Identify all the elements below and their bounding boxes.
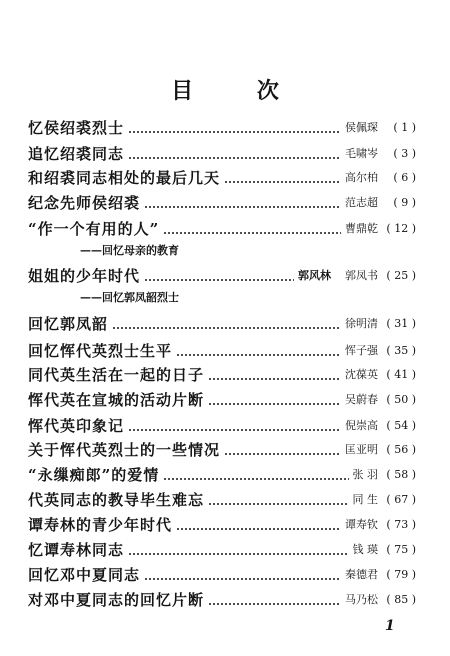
toc-entry-page-number: ( 75 ) [386,543,416,556]
toc-entry-page-number: ( 85 ) [386,593,416,606]
toc-entry-page-number: ( 73 ) [386,518,416,531]
toc-entry-title: “永缫痴郎”的爱情 [28,466,160,484]
toc-heading: 目 次 [171,78,307,104]
toc-entry-page-number: ( 35 ) [386,344,416,357]
toc-entry-page-number: ( 12 ) [386,222,416,235]
toc-entry-subtitle: ——回忆郭凤韶烈士 [80,291,179,304]
dot-leader [176,528,341,530]
dot-leader [128,429,341,431]
toc-entry-page-number: ( 54 ) [386,419,416,432]
toc-entry-title: 同代英生活在一起的日子 [28,366,205,384]
toc-entry [28,390,416,410]
toc-entry-page-number: ( 6 ) [393,171,416,184]
toc-entry-page-number: ( 31 ) [386,317,416,330]
toc-entry-title: 追忆绍裘同志 [28,145,125,163]
toc-entry-author: 高尔柏 [345,171,378,184]
toc-entry-title: 纪念先师侯绍裘 [28,194,141,212]
toc-entry-page-number: ( 9 ) [393,196,416,209]
dot-leader [128,553,348,555]
toc-entry-title: 对邓中夏同志的回忆片断 [28,591,205,609]
toc-entry-page-number: ( 25 ) [386,269,416,282]
dot-leader [208,603,341,605]
toc-entry-title: 代英同志的教导毕生难忘 [28,491,205,509]
toc-entry [28,515,416,535]
toc-entry-author: 侯佩琛 [345,121,378,134]
toc-entry-author: 徐明清 [345,317,378,330]
toc-entry-author: 范志超 [345,196,378,209]
dot-leader [128,157,341,159]
toc-entry-author: 谭寿钦 [345,518,378,531]
toc-entry-page-number: ( 1 ) [393,121,416,134]
toc-entry-title: “作一个有用的人” [28,220,160,238]
toc-entry-page-number: ( 79 ) [386,568,416,581]
toc-entry-author: 沈葆英 [345,368,378,381]
toc-entry-title: 忆侯绍裘烈士 [28,119,125,137]
toc-entry [28,440,416,460]
toc-entry [28,465,416,485]
toc-entry-title: 恽代英在宣城的活动片断 [28,391,205,409]
dot-leader [112,327,341,329]
toc-entry [28,118,416,138]
toc-entry-co-author: 郭风林 [298,269,331,282]
toc-entry [28,365,416,385]
toc-entry-title: 姐姐的少年时代 [28,267,141,285]
toc-entry-title: 恽代英印象记 [28,417,125,435]
dot-leader [224,453,341,455]
toc-entry [28,193,416,213]
dot-leader [208,378,341,380]
toc-entry-title: 谭寿林的青少年时代 [28,516,173,534]
toc-entry [28,314,416,334]
dot-leader [144,279,294,281]
toc-entry-page-number: ( 67 ) [386,493,416,506]
dot-leader [144,206,341,208]
dot-leader [208,403,341,405]
toc-entry-title: 回忆邓中夏同志 [28,566,141,584]
toc-entry-author: 恽子强 [345,344,378,357]
toc-entry-page-number: ( 58 ) [386,468,416,481]
toc-entry-author: 张 羽 [352,468,378,481]
toc-entry [28,416,416,436]
toc-entry-page-number: ( 56 ) [386,443,416,456]
page-folio: 1 [385,618,395,634]
toc-entry-author: 吴蔚春 [345,393,378,406]
toc-entry-page-number: ( 41 ) [386,368,416,381]
dot-leader [224,181,341,183]
dot-leader [128,131,341,133]
toc-entry [28,144,416,164]
toc-entry-title: 和绍裘同志相处的最后几天 [28,169,221,187]
toc-entry-title: 忆谭寿林同志 [28,541,125,559]
toc-entry [28,565,416,585]
toc-entry-author: 匡亚明 [345,443,378,456]
toc-entry [28,341,416,361]
toc-entry-author: 曹鼎乾 [345,222,378,235]
dot-leader [176,354,341,356]
toc-entry-title: 回忆郭凤韶 [28,315,109,333]
toc-entry [28,590,416,610]
dot-leader [208,503,348,505]
toc-entry [28,540,416,560]
dot-leader [163,232,341,234]
toc-entry-page-number: ( 3 ) [393,147,416,160]
toc-entry [28,490,416,510]
toc-entry-author: 秦德君 [345,568,378,581]
toc-entry-page-number: ( 50 ) [386,393,416,406]
toc-entry-title: 回忆恽代英烈士生平 [28,342,173,360]
toc-entry-author: 同 生 [352,493,378,506]
toc-entry-author: 钱 瑛 [352,543,378,556]
toc-entry [28,168,416,188]
toc-entry-author: 倪崇高 [345,419,378,432]
toc-entry-subtitle: ——回忆母亲的教育 [80,244,179,257]
toc-entry-author: 郭凤书 [345,269,378,282]
toc-entry-title: 关于恽代英烈士的一些情况 [28,441,221,459]
toc-entry [28,266,416,286]
dot-leader [144,578,341,580]
toc-entry-author: 马乃松 [345,593,378,606]
dot-leader [163,478,348,480]
toc-entry [28,219,416,239]
toc-entry-author: 毛啸岑 [345,147,378,160]
